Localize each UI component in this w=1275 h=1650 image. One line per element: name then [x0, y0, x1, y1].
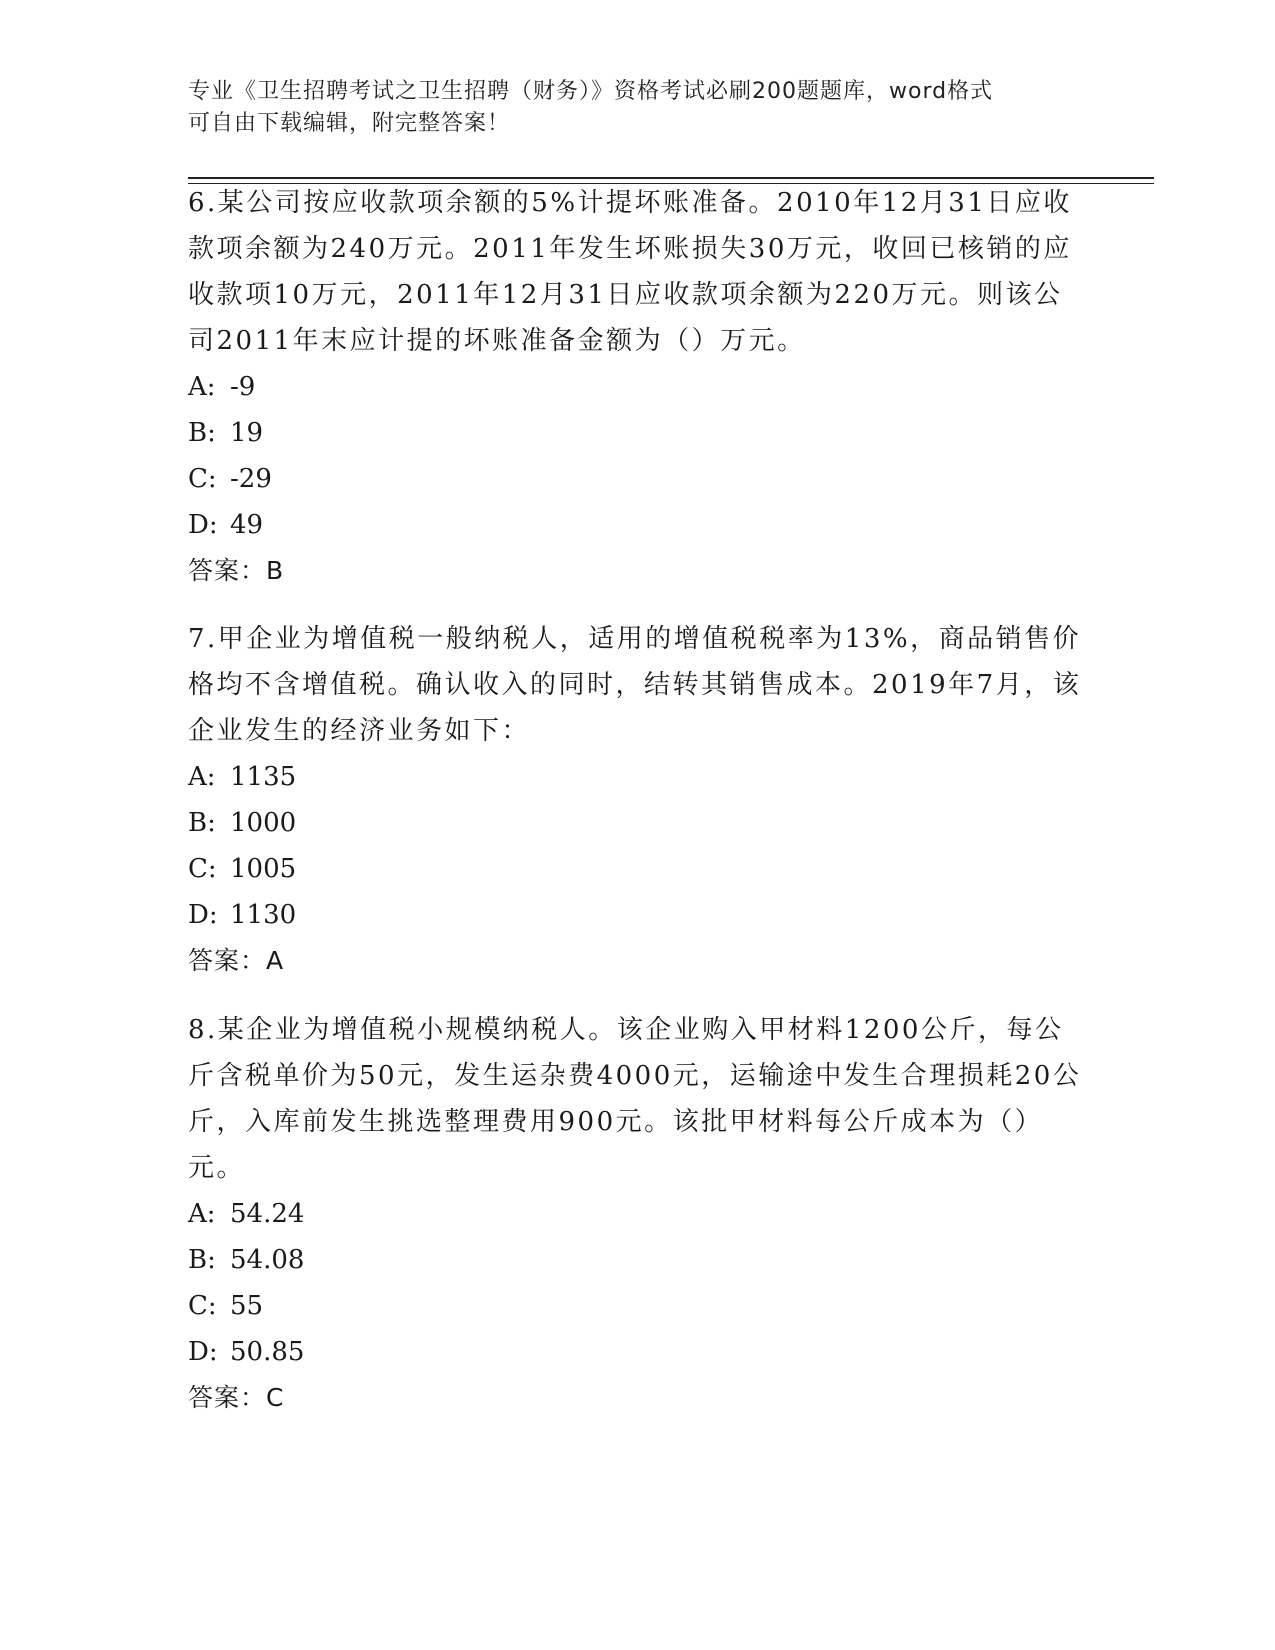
option-letter: B:	[188, 1245, 216, 1275]
option-a	[188, 364, 1088, 410]
question-stem: 8.某企业为增值税小规模纳税人。该企业购入甲材料1200公斤，每公斤含税单价为50元，发生运杂费4000元，运输途中发生合理损耗20公斤，入库前发生挑选整理费用900元。该批甲材料每公斤成本为（）元。	[188, 1015, 1082, 1183]
option-value: 49	[230, 510, 264, 540]
option-b	[188, 800, 1088, 846]
option-value: -29	[230, 464, 272, 494]
option-a	[188, 1191, 1088, 1237]
option-value: 55	[230, 1291, 264, 1321]
header-line-2: 可自由下载编辑，附完整答案！	[188, 111, 511, 136]
option-value: 1005	[230, 854, 297, 884]
option-letter: D:	[188, 1337, 218, 1367]
option-letter: A:	[188, 762, 216, 792]
option-letter: D:	[188, 510, 218, 540]
option-letter: C:	[188, 464, 217, 494]
option-value: 54.08	[230, 1245, 305, 1275]
header-divider-thick	[188, 177, 1154, 179]
question-7	[188, 616, 1088, 984]
header-line-1: 专业《卫生招聘考试之卫生招聘（财务）》资格考试必刷200题题库，word格式	[188, 79, 994, 104]
option-c	[188, 1283, 1088, 1329]
option-value: 1135	[230, 762, 297, 792]
option-value: 50.85	[230, 1337, 305, 1367]
option-letter: A:	[188, 1199, 216, 1229]
option-letter: B:	[188, 808, 216, 838]
option-a	[188, 754, 1088, 800]
option-value: 54.24	[230, 1199, 305, 1229]
document-header	[188, 76, 1088, 140]
option-letter: A:	[188, 372, 216, 402]
option-letter: D:	[188, 900, 218, 930]
question-stem: 6.某公司按应收款项余额的5%计提坏账准备。2010年12月31日应收款项余额为240万元。2011年发生坏账损失30万元，收回已核销的应收款项10万元，2011年12月31日应收款项余额为220万元。则该公司2011年末应计提的坏账准备金额为（）万元。	[188, 188, 1072, 356]
answer-line: 答案：C	[188, 1383, 285, 1412]
question-stem: 7.甲企业为增值税一般纳税人，适用的增值税税率为13%，商品销售价格均不含增值税。确认收入的同时，结转其销售成本。2019年7月，该企业发生的经济业务如下：	[188, 624, 1082, 746]
option-d	[188, 502, 1088, 548]
option-value: 1000	[230, 808, 297, 838]
option-c	[188, 456, 1088, 502]
answer-line: 答案：A	[188, 946, 285, 975]
option-letter: B:	[188, 418, 216, 448]
option-value: 1130	[230, 900, 297, 930]
option-c	[188, 846, 1088, 892]
option-value: 19	[230, 418, 264, 448]
option-b	[188, 410, 1088, 456]
option-d	[188, 1329, 1088, 1375]
option-d	[188, 892, 1088, 938]
question-8	[188, 1007, 1088, 1421]
option-letter: C:	[188, 1291, 217, 1321]
option-b	[188, 1237, 1088, 1283]
answer-line: 答案：B	[188, 556, 285, 585]
option-value: -9	[230, 372, 256, 402]
question-6	[188, 180, 1088, 594]
option-letter: C:	[188, 854, 217, 884]
